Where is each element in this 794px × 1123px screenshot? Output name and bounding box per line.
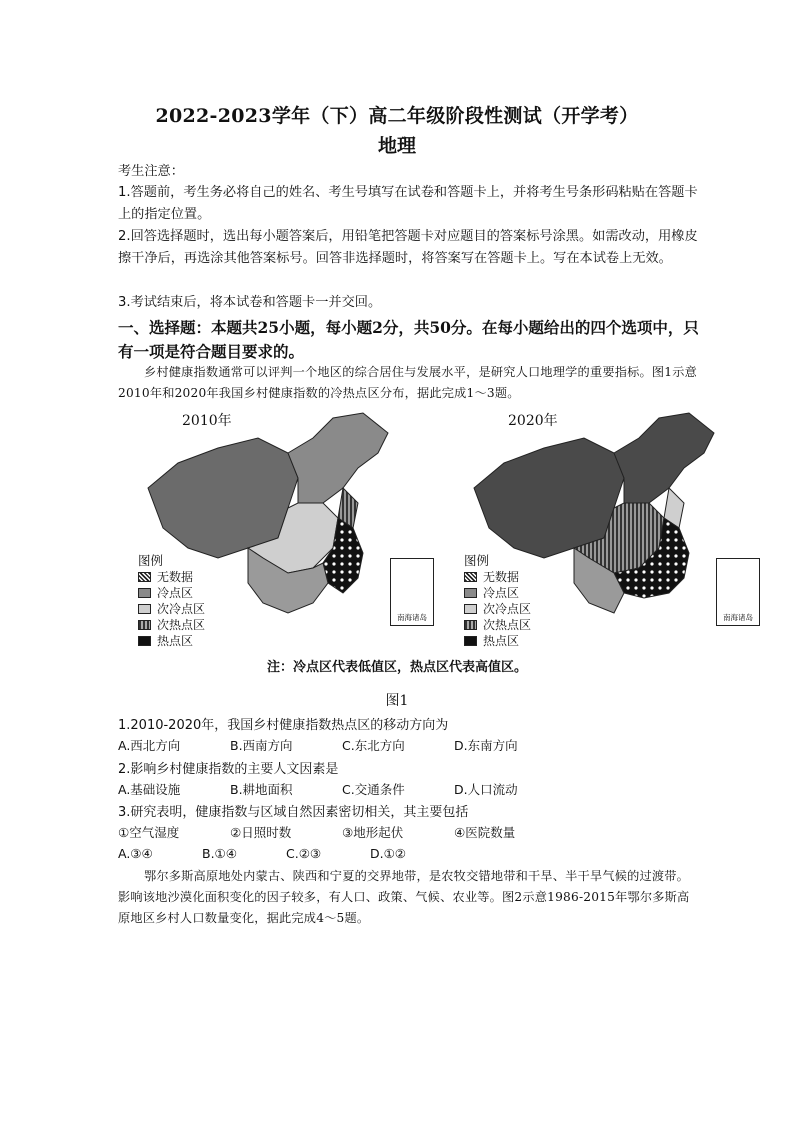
item-3: ③地形起伏 bbox=[342, 825, 404, 840]
map-year-label: 2010年 bbox=[182, 413, 232, 429]
notice-item-2: 2.回答选择题时，选出每小题答案后，用铅笔把答题卡对应题目的答案标号涂黑。如需改动，用橡皮擦干净后，再选涂其他答案标号。回答非选择题时，将答案写在答题卡上。写在本试卷上无效。 bbox=[118, 229, 698, 266]
legend-item: 冷点区 bbox=[464, 585, 531, 601]
legend-item: 冷点区 bbox=[138, 585, 205, 601]
option-d[interactable]: D.东南方向 bbox=[454, 738, 518, 753]
question-3-stem: 3.研究表明，健康指数与区域自然因素密切相关，其主要包括 bbox=[118, 805, 469, 820]
section-title: 一、选择题：本题共25小题，每小题2分，共50分。在每小题给出的四个选项中，只有一项是符合题目要求的。 bbox=[118, 318, 699, 361]
cold-swatch bbox=[464, 588, 477, 598]
legend-title: 图例 bbox=[138, 553, 164, 568]
passage-2: 鄂尔多斯高原地处内蒙古、陕西和宁夏的交界地带，是农牧交错地带和干旱、半干旱气候的过渡带。影响该地沙漠化面积变化的因子较多，有人口、政策、气候、农业等。图2示意1986-2015年鄂尔多斯高原地区乡村人口数量变化，据此完成4～5题。 bbox=[118, 869, 690, 925]
map-legend bbox=[138, 553, 205, 649]
figure-caption: 图1 bbox=[385, 693, 409, 709]
option-a[interactable]: A.③④ bbox=[118, 846, 153, 861]
option-a[interactable]: A.西北方向 bbox=[118, 738, 181, 753]
hot-swatch bbox=[464, 636, 477, 646]
option-c[interactable]: C.交通条件 bbox=[342, 782, 405, 797]
subcold-swatch bbox=[464, 604, 477, 614]
figure-1 bbox=[138, 408, 758, 658]
option-b[interactable]: B.①④ bbox=[202, 846, 237, 861]
south-china-sea-inset: 南海诸岛 bbox=[716, 558, 760, 626]
hot-swatch bbox=[138, 636, 151, 646]
option-d[interactable]: D.人口流动 bbox=[454, 782, 518, 797]
figure-note: 注：冷点区代表低值区，热点区代表高值区。 bbox=[266, 660, 527, 675]
option-b[interactable]: B.耕地面积 bbox=[230, 782, 293, 797]
notice-item-3: 3.考试结束后，将本试卷和答题卡一并交回。 bbox=[118, 295, 382, 310]
legend-title: 图例 bbox=[464, 553, 490, 568]
legend-item: 无数据 bbox=[138, 569, 205, 585]
map-year-label: 2020年 bbox=[508, 413, 558, 429]
option-b[interactable]: B.西南方向 bbox=[230, 738, 293, 753]
option-d[interactable]: D.①② bbox=[370, 846, 407, 861]
nodata-swatch bbox=[138, 572, 151, 582]
map-2020 bbox=[464, 408, 754, 658]
map-legend bbox=[464, 553, 531, 649]
subcold-swatch bbox=[138, 604, 151, 614]
option-c[interactable]: C.东北方向 bbox=[342, 738, 405, 753]
subhot-swatch bbox=[138, 620, 151, 630]
notice-item-1: 1.答题前，考生务必将自己的姓名、考生号填写在试卷和答题卡上，并将考生号条形码粘贴在答题卡上的指定位置。 bbox=[118, 185, 698, 222]
question-2-stem: 2.影响乡村健康指数的主要人文因素是 bbox=[118, 762, 339, 777]
subject-title: 地理 bbox=[377, 135, 416, 157]
legend-item: 热点区 bbox=[464, 633, 531, 649]
legend-item: 次冷点区 bbox=[138, 601, 205, 617]
option-a[interactable]: A.基础设施 bbox=[118, 782, 181, 797]
legend-item: 无数据 bbox=[464, 569, 531, 585]
passage-1: 乡村健康指数通常可以评判一个地区的综合居住与发展水平，是研究人口地理学的重要指标。图1示意2010年和2020年我国乡村健康指数的冷热点区分布，据此完成1～3题。 bbox=[118, 365, 698, 400]
question-1-stem: 1.2010-2020年，我国乡村健康指数热点区的移动方向为 bbox=[118, 718, 449, 733]
legend-item: 热点区 bbox=[138, 633, 205, 649]
subhot-swatch bbox=[464, 620, 477, 630]
item-1: ①空气湿度 bbox=[118, 825, 180, 840]
cold-swatch bbox=[138, 588, 151, 598]
item-2: ②日照时数 bbox=[230, 825, 292, 840]
nodata-swatch bbox=[464, 572, 477, 582]
south-china-sea-inset: 南海诸岛 bbox=[390, 558, 434, 626]
item-4: ④医院数量 bbox=[454, 825, 516, 840]
legend-item: 次热点区 bbox=[464, 617, 531, 633]
exam-title: 2022-2023学年（下）高二年级阶段性测试（开学考） bbox=[155, 105, 639, 127]
legend-item: 次冷点区 bbox=[464, 601, 531, 617]
legend-item: 次热点区 bbox=[138, 617, 205, 633]
notice-heading: 考生注意： bbox=[118, 164, 184, 179]
map-2010 bbox=[138, 408, 428, 658]
option-c[interactable]: C.②③ bbox=[286, 846, 322, 861]
